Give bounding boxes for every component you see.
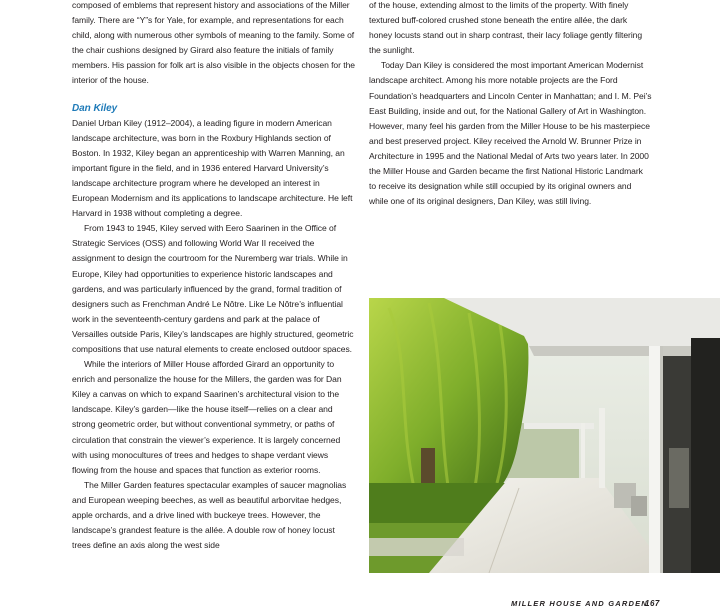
- body-paragraph-1: Daniel Urban Kiley (1912–2004), a leading figure in modern American landscape architecture, was born in the Roxbury Highlands section of Boston. In 1932, Kiley began an apprenticeship with Warren Manning, an important figure in the field, and in 1936 entered Harvard University’s landscape architecture program where he developed an interest in European Modernism and its applications to landscape architecture. He left Harvard in 1938 without completing a degree.: [72, 117, 353, 219]
- page-number: 167: [645, 599, 660, 608]
- right-text-column: [369, 0, 652, 209]
- garden-allee-illustration: [369, 298, 720, 573]
- running-footer-title: MILLER HOUSE AND GARDEN: [511, 599, 648, 608]
- left-text-column: [72, 0, 355, 553]
- section-heading: Dan Kiley: [72, 102, 118, 114]
- continued-paragraph: of the house, extending almost to the limits of the property. With finely textured buff-colored crushed stone beneath the entire allée, the dark honey locusts stand out in sharp contrast, their lacy foliage gently filtering the sunlight.: [369, 0, 643, 56]
- body-paragraph-2: From 1943 to 1945, Kiley served with Eero Saarinen in the Office of Strategic Services (OSS) and following World War II received the assignment to design the courtroom for the Nuremberg war trials. While in Europe, Kiley had opportunities to experience historic landscapes and gardens, and was particularly influenced by the grand, formal tradition of designers such as Frenchman André Le Nôtre. Like Le Nôtre’s influential work in the seventeenth-century gardens and park at the palace of Versailles outside Paris, Kiley’s landscapes are highly structured, geometric compositions that use natural elements to create enclosed outdoor spaces.: [72, 223, 354, 354]
- garden-photo: [369, 298, 720, 573]
- intro-paragraph: composed of emblems that represent history and associations of the Miller family. There are “Y”s for Yale, for example, and representations for each child, along with numerous other symbols of meaning to the family. Some of the chair cushions designed by Girard also feature the initials of family members. His passion for folk art is also visible in the objects chosen for the interior of the house.: [72, 0, 355, 86]
- body-paragraph-5: Today Dan Kiley is considered the most important American Modernist landscape architect. Among his more notable projects are the Ford Foundation’s headquarters and Lincoln Center in Manhattan; and I. M. Pei’s East Building, inside and out, for the National Gallery of Art in Washington. However, many feel his garden from the Miller House to be his masterpiece and best preserved project. Kiley received the Arnold W. Brunner Prize in Architecture in 1995 and the National Medal of Arts two years later. In 2000 the Miller House and Garden became the first National Historic Landmark to receive its designation while still occupied by its original owners and while one of its original designers, Dan Kiley, was still living.: [369, 60, 652, 207]
- body-paragraph-3: While the interiors of Miller House afforded Girard an opportunity to enrich and personalize the house for the Millers, the garden was for Dan Kiley a canvas on which to expand Saarinen’s architectural vision to the landscape. Kiley’s garden—like the house itself—relies on a clear and strong geometric order, but without conventional symmetry, or paths of circulation that constrain the viewer’s experience. It is largely concerned with using monocultures of trees and hedges to shape verdant views flowing from the house and spaces that function as exterior rooms.: [72, 359, 342, 475]
- body-paragraph-4: The Miller Garden features spectacular examples of saucer magnolias and European weeping beeches, as well as beautiful arborvitae hedges, apple orchards, and a drive lined with buckeye trees. However, the landscape’s grandest feature is the allée. A double row of honey locust trees define an axis along the west side: [72, 479, 347, 551]
